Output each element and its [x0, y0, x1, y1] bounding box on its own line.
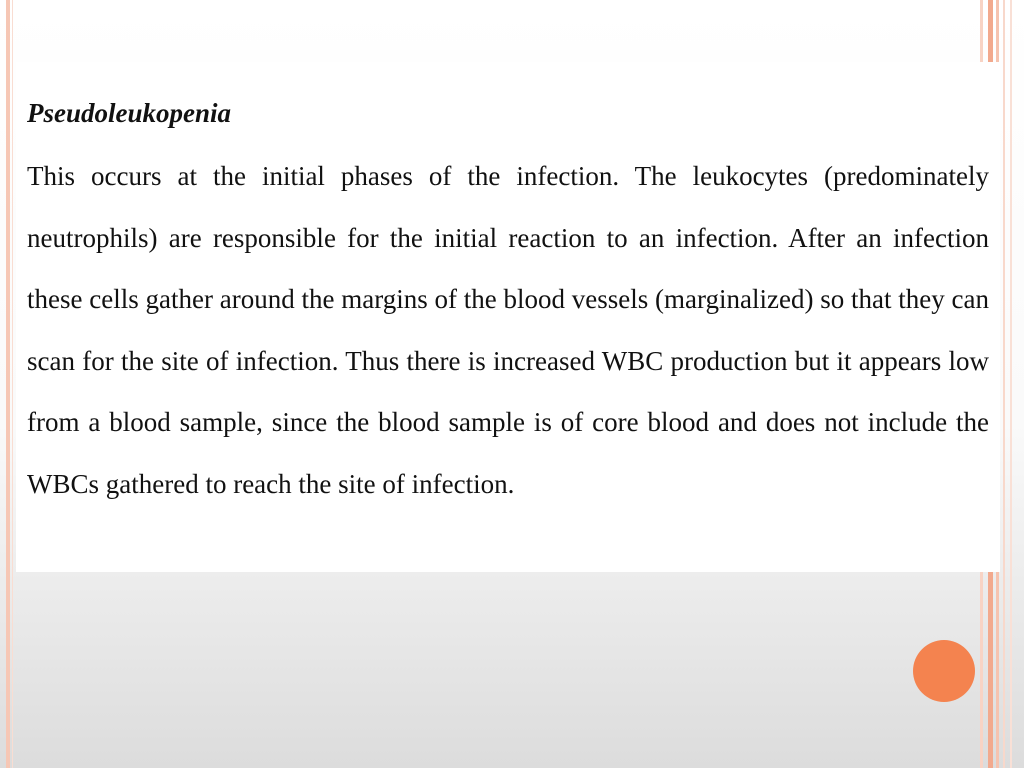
slide-heading: Pseudoleukopenia [27, 98, 232, 128]
decorative-circle-icon [913, 640, 975, 702]
right-decorative-stripe [1003, 0, 1005, 768]
left-decorative-stripe [6, 0, 10, 768]
right-decorative-stripe [1010, 0, 1012, 768]
left-decorative-stripe-thin [12, 0, 13, 768]
slide-content-box [16, 62, 1000, 572]
slide-body-text: This occurs at the initial phases of the infection. The leukocytes (predominately neutrophils) are responsible for the initial reaction to an infection. After an infection these cells gather around the margins of the blood vessels (marginalized) so that they can scan for the site of infection. Thus there is increased WBC production but it appears low from a blood sample, since the blood sample is of core blood and does not include the WBCs gathered to reach the site of infection. [27, 161, 989, 499]
